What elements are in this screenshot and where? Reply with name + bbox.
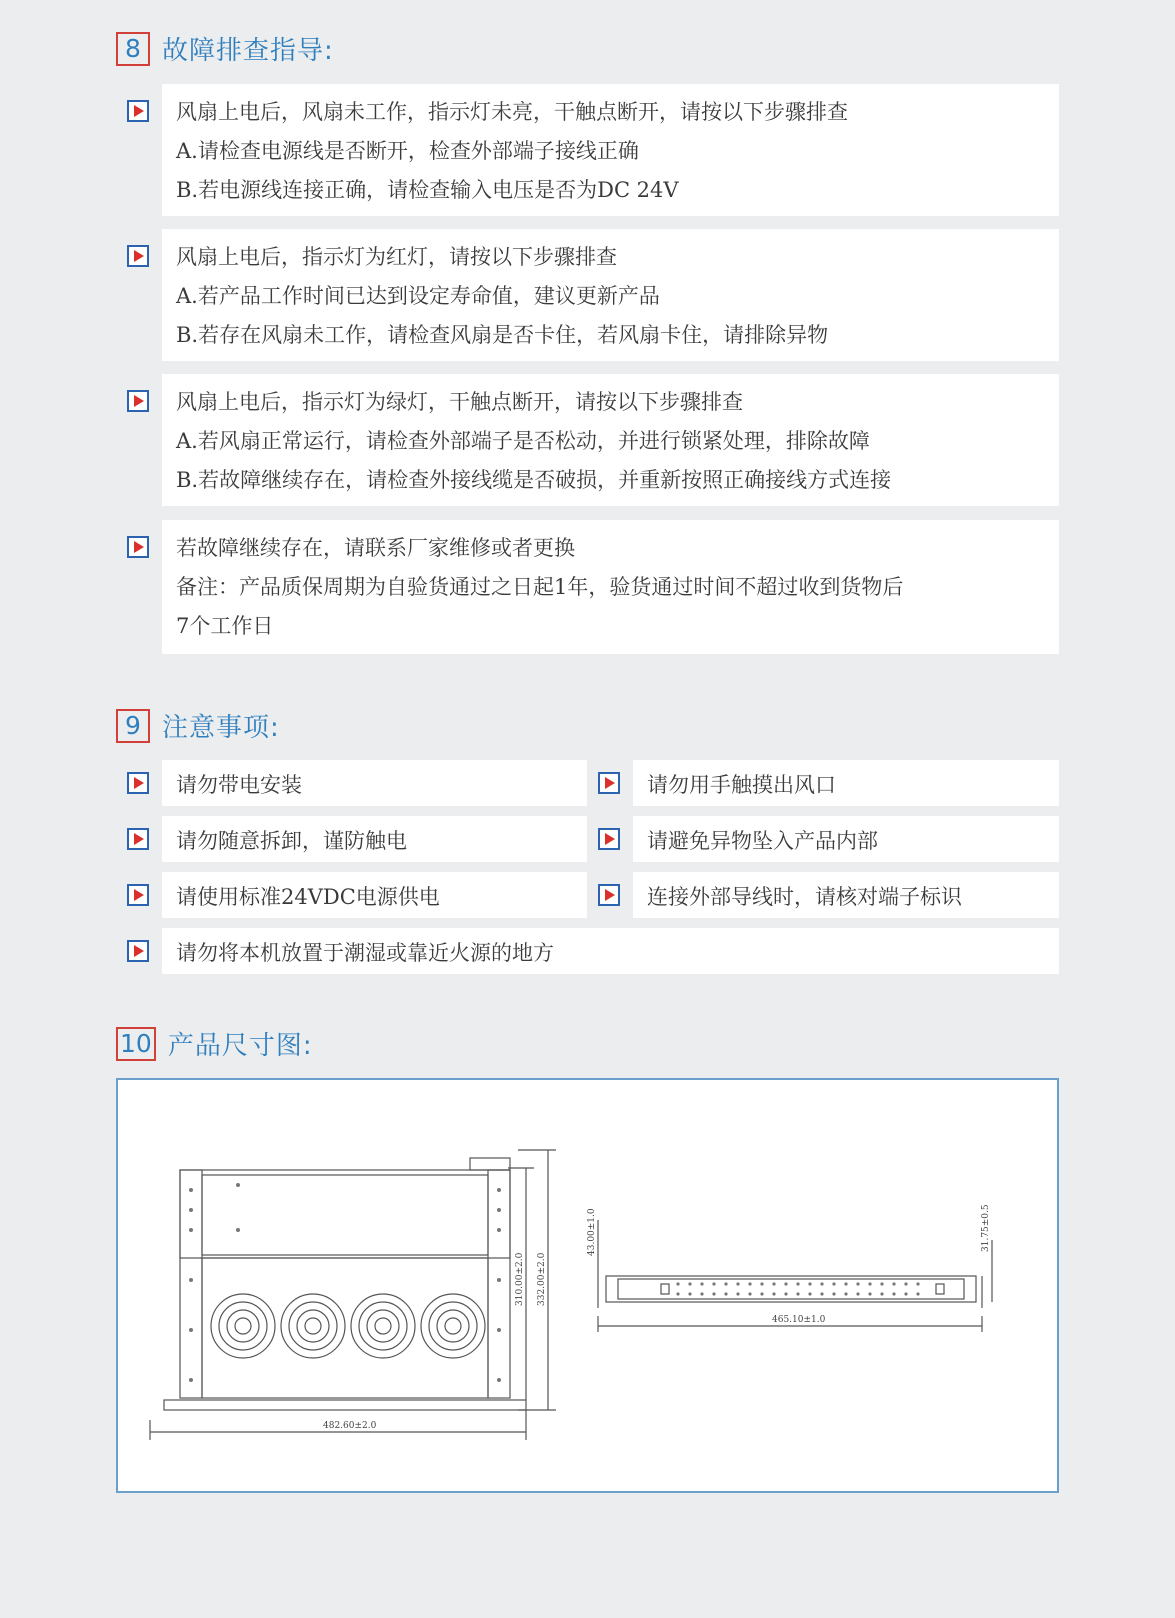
front-height-inner-label: 310.00±2.0 (515, 1252, 525, 1306)
item-line: 风扇上电后，风扇未工作，指示灯未亮，干触点断开，请按以下步骤排查 (176, 100, 848, 124)
note-text: 请使用标准24VDC电源供电 (176, 885, 440, 909)
note-text: 请勿用手触摸出风口 (647, 773, 836, 797)
side-height-left-label: 43.00±1.0 (587, 1208, 597, 1256)
arrow-bullet-icon (127, 245, 149, 267)
section-number: 9 (116, 709, 150, 743)
item-line: A.若产品工作时间已达到设定寿命值，建议更新产品 (176, 284, 660, 308)
section-title: 故障排查指导: (162, 36, 334, 66)
section-title: 注意事项: (162, 713, 280, 743)
arrow-bullet-icon (598, 828, 620, 850)
arrow-bullet-icon (127, 884, 149, 906)
front-width-label: 482.60±2.0 (323, 1421, 377, 1431)
section-number: 8 (116, 32, 150, 66)
troubleshoot-item (162, 374, 1059, 506)
item-line: B.若存在风扇未工作，请检查风扇是否卡住，若风扇卡住，请排除异物 (176, 323, 829, 347)
section-header-9 (116, 707, 280, 744)
note-card (633, 760, 1059, 806)
arrow-bullet-icon (127, 536, 149, 558)
troubleshoot-item (162, 520, 1059, 654)
item-line: 若故障继续存在，请联系厂家维修或者更换 (176, 536, 575, 560)
note-card (162, 816, 587, 862)
item-line: 7个工作日 (176, 614, 274, 638)
troubleshoot-item (162, 229, 1059, 361)
section-header-8 (116, 30, 334, 67)
arrow-bullet-icon (127, 828, 149, 850)
arrow-bullet-icon (127, 100, 149, 122)
note-text: 请勿带电安装 (176, 773, 302, 797)
note-card (162, 872, 587, 918)
note-card (633, 872, 1059, 918)
note-card (162, 760, 587, 806)
item-line: A.若风扇正常运行，请检查外部端子是否松动，并进行锁紧处理，排除故障 (176, 429, 870, 453)
item-line: B.若电源线连接正确，请检查输入电压是否为DC 24V (176, 178, 679, 202)
note-card (633, 816, 1059, 862)
note-text: 请避免异物坠入产品内部 (647, 829, 878, 853)
section-title: 产品尺寸图: (167, 1031, 313, 1061)
arrow-bullet-icon (127, 390, 149, 412)
side-width-label: 465.10±1.0 (772, 1315, 826, 1325)
troubleshoot-item (162, 84, 1059, 216)
arrow-bullet-icon (598, 772, 620, 794)
side-height-right-label: 31.75±0.5 (981, 1204, 991, 1252)
item-line: 备注：产品质保周期为自验货通过之日起1年，验货通过时间不超过收到货物后 (176, 575, 904, 599)
section-header-10 (116, 1025, 313, 1062)
item-line: 风扇上电后，指示灯为红灯，请按以下步骤排查 (176, 245, 617, 269)
arrow-bullet-icon (127, 940, 149, 962)
dimension-drawing-svg (118, 1080, 1057, 1491)
note-text: 请勿随意拆卸，谨防触电 (176, 829, 407, 853)
item-line: A.请检查电源线是否断开，检查外部端子接线正确 (176, 139, 639, 163)
arrow-bullet-icon (127, 772, 149, 794)
arrow-bullet-icon (598, 884, 620, 906)
note-text: 请勿将本机放置于潮湿或靠近火源的地方 (176, 941, 554, 965)
note-card (162, 928, 1059, 974)
item-line: 风扇上电后，指示灯为绿灯，干触点断开，请按以下步骤排查 (176, 390, 743, 414)
section-number: 10 (116, 1027, 156, 1061)
note-text: 连接外部导线时，请核对端子标识 (647, 885, 962, 909)
item-line: B.若故障继续存在，请检查外接线缆是否破损，并重新按照正确接线方式连接 (176, 468, 892, 492)
dimension-drawing (116, 1078, 1059, 1493)
front-height-outer-label: 332.00±2.0 (537, 1252, 547, 1306)
